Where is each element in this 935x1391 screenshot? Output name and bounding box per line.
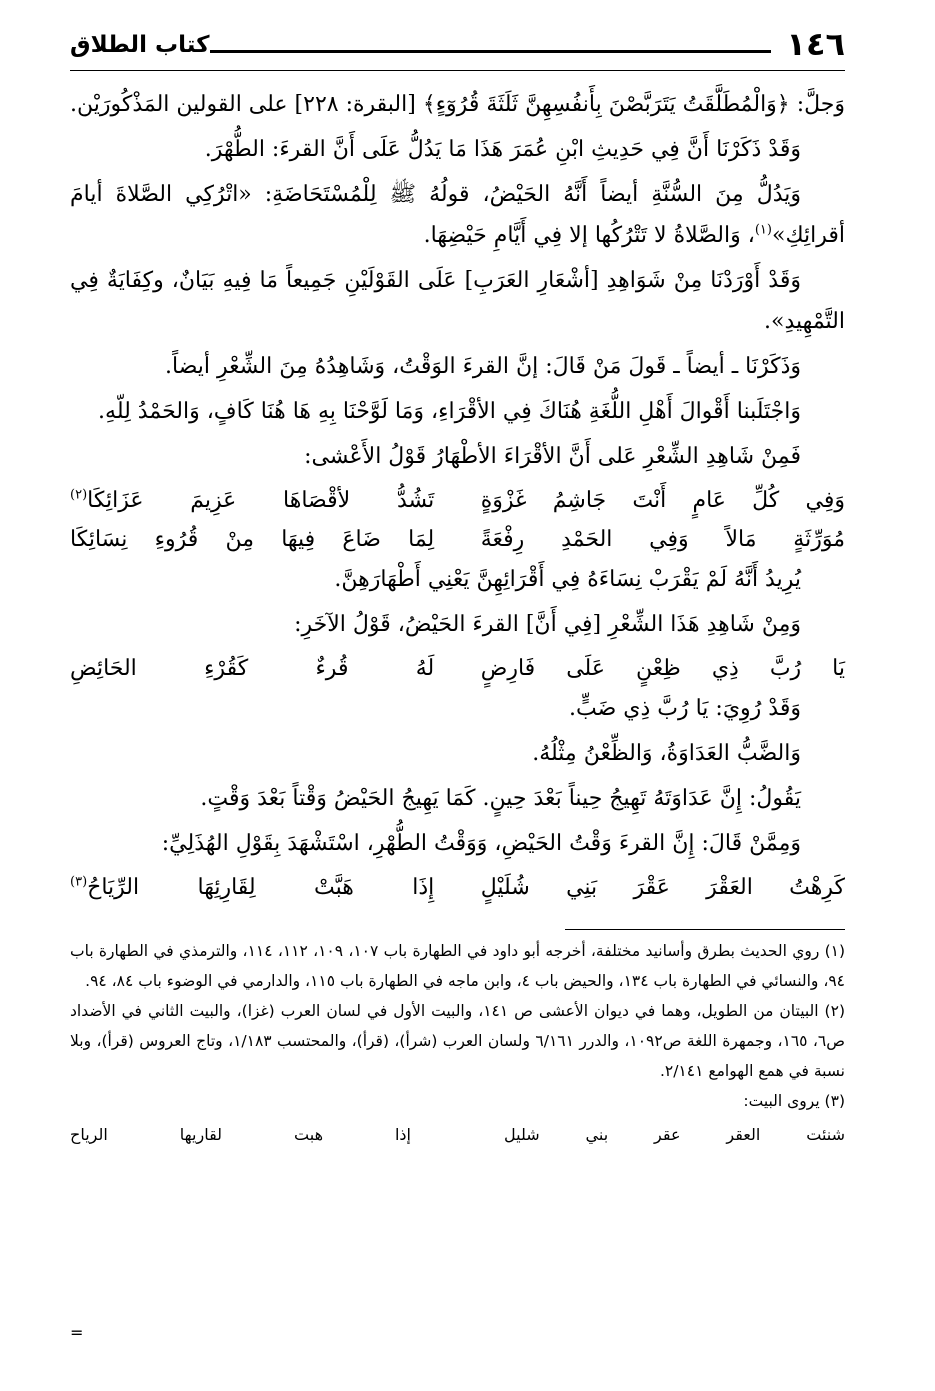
footnote-3-second-hemistich: إذا هبت لقاريها الرياح bbox=[70, 1125, 411, 1144]
verse-4-second-text: إِذَا هَبَّتْ لِقَارِئِهَا الرِّيَاحُ bbox=[87, 875, 435, 900]
footnote-3: (٣) يروى البيت: bbox=[743, 1092, 845, 1110]
footnote-3-verse bbox=[70, 1118, 845, 1152]
paragraph-1: وَجلَّ: ﴿وَالْمُطَلَّقَتُ يَتَرَبَّصْنَ بِأَنفُسِهِنَّ ثَلَثَةَ قُرُوٓءٍ﴾ [البقرة: ٢٢٨] على القولين المَذْكُورَيْن. bbox=[70, 92, 845, 117]
paragraph-3-text-a: وَيَدُلُّ مِنَ السُّنَّةِ أيضاً أَنَّهُ الحَيْضُ، قولُهُ ﷺ لِلْمُسْتَحَاضَةِ: «اتْرُكِي الصَّلاةَ أيامَ أقرائِكِ» bbox=[70, 182, 845, 248]
verse-line-1 bbox=[70, 481, 845, 520]
paragraph-7: فَمِنْ شَاهِدِ الشِّعْرِ عَلى أَنَّ الأقْرَاءَ الأطْهَارُ قَوْلُ الأَعْشى: bbox=[304, 444, 801, 469]
footnotes bbox=[70, 936, 845, 1152]
footnote-2: (٢) البيتان من الطويل، وهما في ديوان الأعشى ص ١٤١، والبيت الأول في لسان العرب (غزا)، والبيت الثاني في الأضداد ص٦، ١٦٥، وجمهرة اللغة ص١٠٩٢، والدرر ٦/١٦١ ولسان العرب (شرأ)، (قرأ)، والمحتسب ١/١٨٣، وتاج العروس (قرأ)، وبلا نسبة في همع الهوامع ٢/١٤١. bbox=[70, 1002, 845, 1080]
paragraph-2: وَقَدْ ذَكَرْنَا أَنَّ فِي حَدِيثِ ابْنِ عُمَرَ هَذَا مَا يَدُلُّ عَلَى أَنَّ القرءَ: الطُّهْرَ. bbox=[204, 137, 801, 162]
main-text bbox=[70, 84, 845, 907]
paragraph-3-text-b: ، وَالصَّلاةُ لا تَتْرُكُها إلا فِي أَيَّامِ حَيْضِهَا. bbox=[423, 223, 755, 248]
footnote-1: (١) روي الحديث بطرق وأسانيد مختلفة، أخرجه أبو داود في الطهارة باب ١٠٧، ١٠٩، ١١٢، ١١٤، والترمذي في الطهارة باب ٩٤، والنسائي في الطهارة باب ١٣٤، والحيض باب ٤، وابن ماجه في الطهارة باب ١١٥، والدارمي في الوضوء باب ٨٤، ٩٤. bbox=[70, 942, 846, 990]
running-title: كتاب الطلاق bbox=[70, 32, 210, 58]
verse-3-second-hemistich: لَهُ قُرءٌ كَقُرْءِ الحَائِضِ bbox=[70, 656, 435, 681]
verse-3-first-hemistich: يَا رُبَّ ذِي ظِعْنٍ عَلَى فَارِضٍ bbox=[480, 656, 845, 681]
paragraph-9: وَمِنْ شَاهِدِ هَذَا الشِّعْرِ [فِي أَنَّ] القرءَ الحَيْضُ، قَوْلُ الآخَرِ: bbox=[294, 612, 801, 637]
page-header bbox=[70, 24, 845, 70]
verse-line-4 bbox=[70, 868, 845, 907]
verse-line-2 bbox=[70, 520, 845, 559]
verse-1-first-hemistich: وَفِي كُلِّ عَامٍ أَنْتَ جَاشِمُ غَزْوَةٍ bbox=[480, 488, 845, 513]
continuation-mark: = bbox=[70, 1323, 84, 1342]
footnote-separator bbox=[565, 929, 845, 930]
paragraph-12: يَقُولُ: إِنَّ عَدَاوَتَهُ تَهِيجُ حِيناً بَعْدَ حِينٍ. كَمَا يَهِيجُ الحَيْضُ وَقْتاً بَعْدَ وَقْتٍ. bbox=[200, 786, 801, 811]
footnote-ref-1: (١) bbox=[754, 222, 772, 238]
paragraph-5: وَذَكَرْنَا ـ أيضاً ـ قَولَ مَنْ قَالَ: إنَّ القرءَ الوَقْتُ، وَشَاهِدُهُ مِنَ الشِّعْرِ أيضاً. bbox=[165, 354, 801, 379]
paragraph-6: وَاجْتَلَبنا أَقْوالَ أَهْلِ اللُّغَةِ هُنَاكَ فِي الأقْرَاءِ، وَمَا لَوَّحْنَا بِهِ هَا هُنَا كَافٍ، وَالحَمْدُ لِلّهِ. bbox=[98, 399, 801, 424]
verse-2-second-hemistich: لِمَا ضَاعَ فِيهَا مِنْ قُرُوءِ نِسَائِكَا bbox=[70, 527, 435, 552]
verse-1-second-text: تَشُدُّ لأقْصَاهَا عَزِيمَ عَزَائِكَا bbox=[87, 488, 435, 513]
footnote-ref-2: (٢) bbox=[70, 487, 88, 503]
paragraph-13: وَمِمَّنْ قَالَ: إِنَّ القرءَ وَقْتُ الحَيْضِ، وَوَقْتُ الطُّهْرِ، اسْتَشْهَدَ بِقَوْلِ الهُذَلِيِّ: bbox=[161, 831, 801, 856]
verse-1-second-hemistich bbox=[70, 481, 434, 520]
paragraph-11: وَالضَّبُّ العَدَاوَةُ، وَالظِّعْنُ مِثْلُهُ. bbox=[532, 741, 801, 766]
verse-line-3 bbox=[70, 649, 845, 688]
book-page bbox=[70, 24, 845, 1364]
verse-4-second-hemistich bbox=[70, 868, 434, 907]
paragraph-10: وَقَدْ رُوِيَ: يَا رُبَّ ذِي ضَبٍّ. bbox=[569, 696, 801, 721]
paragraph-3 bbox=[70, 174, 845, 256]
header-underline bbox=[70, 70, 845, 71]
page-number: ١٤٦ bbox=[786, 25, 845, 63]
paragraph-8: يُرِيدُ أَنَّهُ لَمْ يَقْرَبْ نِسَاءَهُ فِي أَقْرَائِهِنَّ يَعْنِي أَطْهَارَهِنَّ. bbox=[334, 567, 801, 592]
header-rule bbox=[210, 50, 771, 53]
footnote-3-first-hemistich: شنئت العقر عقر بني شليل bbox=[504, 1125, 845, 1144]
footnote-ref-3: (٣) bbox=[70, 874, 88, 890]
verse-2-first-hemistich: مُوَرِّثَةٍ مَالاً وَفِي الحَمْدِ رِفْعَةً bbox=[480, 527, 845, 552]
paragraph-4: وَقَدْ أَوْرَدْنَا مِنْ شَوَاهِدِ [أشْعَارِ العَرَبِ] عَلَى القَوْلَيْنِ جَمِيعاً مَا فِيهِ بَيَانٌ، وكِفَايَةٌ فِي التَّمْهِيدِ». bbox=[70, 268, 845, 334]
verse-4-first-hemistich: كَرِهْتُ العَقْرَ عَقْرَ بَنِي شُلَيْلٍ bbox=[480, 875, 845, 900]
